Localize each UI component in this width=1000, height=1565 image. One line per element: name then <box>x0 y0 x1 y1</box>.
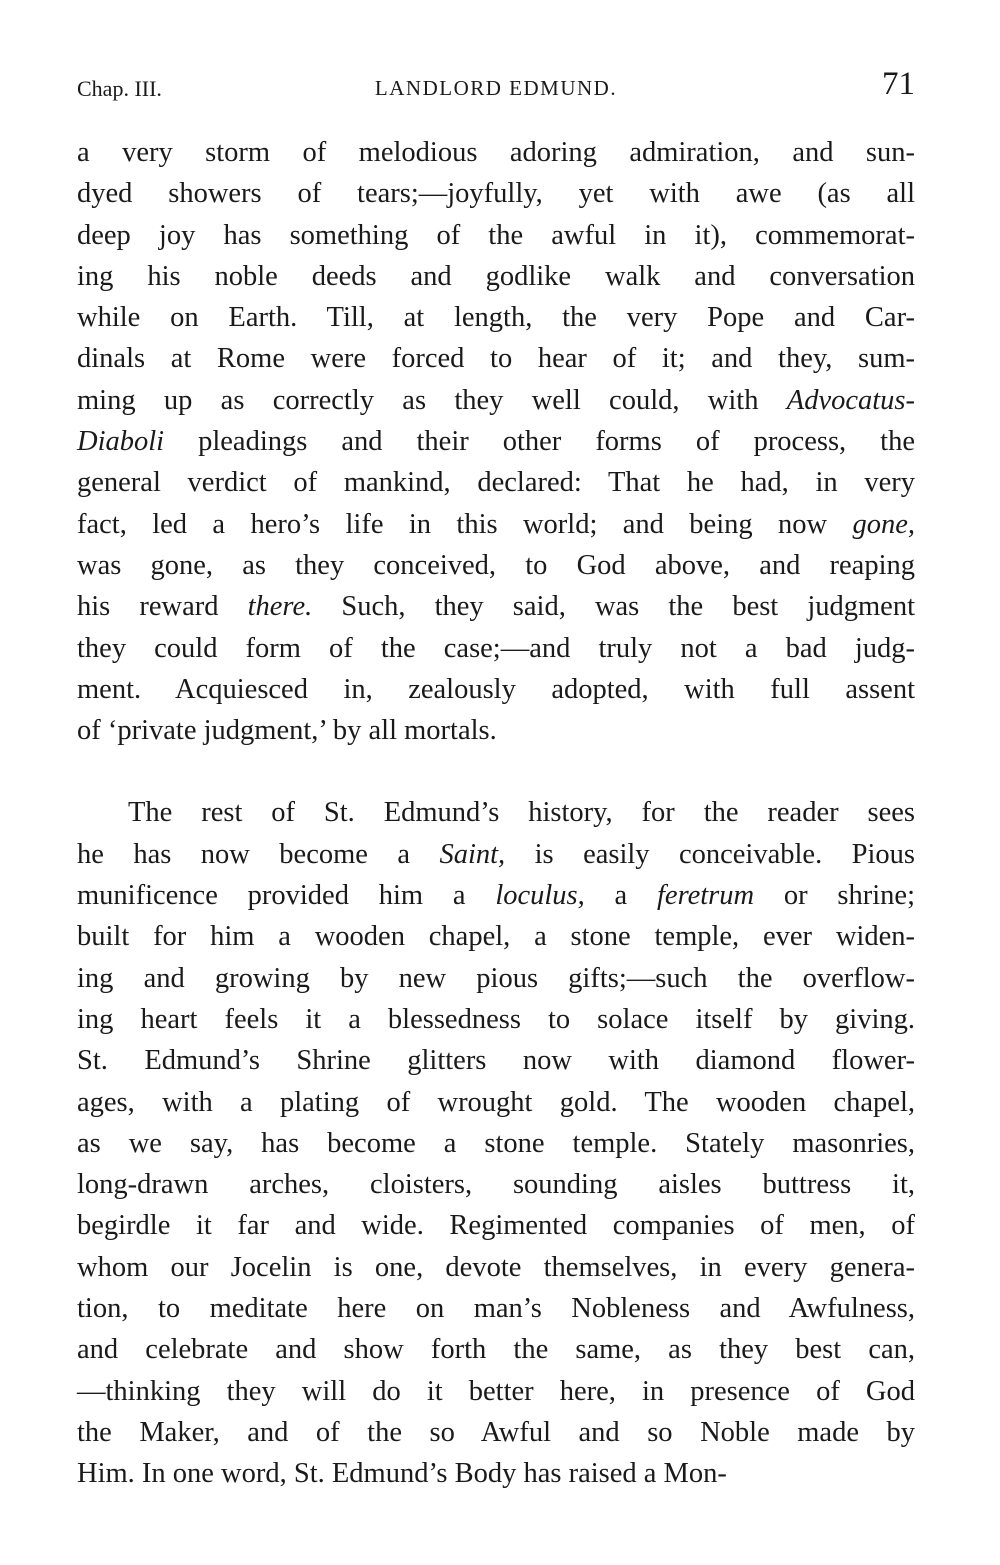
text-line <box>77 173 915 214</box>
text-line <box>77 1412 915 1453</box>
paragraph <box>77 132 915 751</box>
italic-text: Advocatus- <box>786 384 915 416</box>
text-run: a very storm of melodious adoring admiration, and sun- <box>77 137 915 168</box>
text-run: was gone, as they conceived, to God above, and reaping <box>77 549 915 581</box>
italic-text: Saint, <box>439 838 506 870</box>
text-line <box>77 875 915 916</box>
text-line <box>77 1205 915 1246</box>
text-run: Him. In one word, St. Edmund’s Body has raised a Mon- <box>77 1458 727 1490</box>
text-run: dyed showers of tears;—joyfully, yet with awe (as all <box>77 178 915 210</box>
text-run: of ‘private judgment,’ by all mortals. <box>77 715 497 747</box>
text-line <box>77 462 915 503</box>
italic-text: loculus, <box>495 880 585 912</box>
text-run: ages, with a plating of wrought gold. The wooden chapel, <box>77 1086 915 1118</box>
text-line <box>77 1288 915 1329</box>
text-run: as we say, has become a stone temple. Stately masonries, <box>77 1127 915 1159</box>
text-line <box>77 669 915 710</box>
text-run: general verdict of mankind, declared: That he had, in very <box>77 467 915 499</box>
text-run: pleadings and their other forms of process, the <box>164 426 915 458</box>
text-line <box>77 215 915 256</box>
text-line <box>77 380 915 421</box>
text-line <box>77 1329 915 1370</box>
text-run: long-drawn arches, cloisters, sounding aisles buttress it, <box>77 1169 915 1201</box>
text-run: deep joy has something of the awful in it), commemorat- <box>77 219 915 251</box>
text-run: St. Edmund’s Shrine glitters now with diamond flower- <box>77 1045 915 1077</box>
text-run: or shrine; <box>754 880 916 912</box>
text-line <box>77 834 915 875</box>
text-line <box>77 1040 915 1081</box>
text-run: The rest of St. Edmund’s history, for the reader sees <box>128 797 915 829</box>
text-line <box>77 1371 915 1412</box>
text-run: his reward <box>77 591 248 623</box>
text-run: and celebrate and show forth the same, as they best can, <box>77 1334 915 1366</box>
text-line <box>77 338 915 379</box>
paragraph-gap <box>77 751 915 792</box>
text-run: ming up as correctly as they well could, with <box>77 384 787 416</box>
text-line <box>77 132 915 173</box>
text-run: dinals at Rome were forced to hear of it; and they, sum- <box>77 343 915 375</box>
text-line <box>77 1082 915 1123</box>
text-run: the Maker, and of the so Awful and so Noble made by <box>77 1416 915 1448</box>
text-line <box>77 586 915 627</box>
text-line <box>77 792 915 833</box>
running-title: LANDLORD EDMUND. <box>374 76 618 100</box>
paragraph <box>77 792 915 1494</box>
text-line <box>77 916 915 957</box>
text-run: ing his noble deeds and godlike walk and conversation <box>77 260 915 292</box>
italic-text: gone, <box>852 508 915 540</box>
text-run: ment. Acquiesced in, zealously adopted, with full assent <box>77 673 915 705</box>
chapter-label: Chap. III. <box>77 76 162 101</box>
text-run: a <box>584 880 658 912</box>
text-run: is easily conceivable. Pious <box>505 838 915 870</box>
page-number: 71 <box>882 66 915 102</box>
text-line <box>77 958 915 999</box>
text-line <box>77 999 915 1040</box>
text-line <box>77 421 915 462</box>
text-line <box>77 297 915 338</box>
text-line <box>77 628 915 669</box>
text-line <box>77 1123 915 1164</box>
text-run: fact, led a hero’s life in this world; and being now <box>77 508 853 540</box>
text-run: he has now become a <box>77 838 440 870</box>
text-run: ing and growing by new pious gifts;—such the overflow- <box>77 962 915 994</box>
text-run: munificence provided him a <box>77 880 496 912</box>
text-run: begirdle it far and wide. Regimented companies of men, of <box>77 1210 915 1242</box>
text-line <box>77 1453 915 1494</box>
italic-text: feretrum <box>657 880 755 912</box>
text-run: —thinking they will do it better here, in presence of God <box>77 1375 915 1407</box>
text-run: while on Earth. Till, at length, the very Pope and Car- <box>77 302 915 334</box>
page-body <box>77 132 915 1495</box>
text-line <box>77 504 915 545</box>
text-line <box>77 1164 915 1205</box>
italic-text: Diaboli <box>77 426 165 458</box>
text-run: Such, they said, was the best judgment <box>312 591 915 623</box>
text-line <box>77 545 915 586</box>
text-line <box>77 710 915 751</box>
text-run: they could form of the case;—and truly not a bad judg- <box>77 632 915 664</box>
text-line <box>77 1247 915 1288</box>
running-header <box>77 66 915 112</box>
text-run: ing heart feels it a blessedness to solace itself by giving. <box>77 1003 915 1035</box>
text-run: built for him a wooden chapel, a stone temple, ever widen- <box>77 921 915 953</box>
text-line <box>77 256 915 297</box>
text-run: tion, to meditate here on man’s Nobleness and Awfulness, <box>77 1293 915 1325</box>
italic-text: there. <box>247 591 313 623</box>
text-run: whom our Jocelin is one, devote themselves, in every genera- <box>77 1251 915 1283</box>
